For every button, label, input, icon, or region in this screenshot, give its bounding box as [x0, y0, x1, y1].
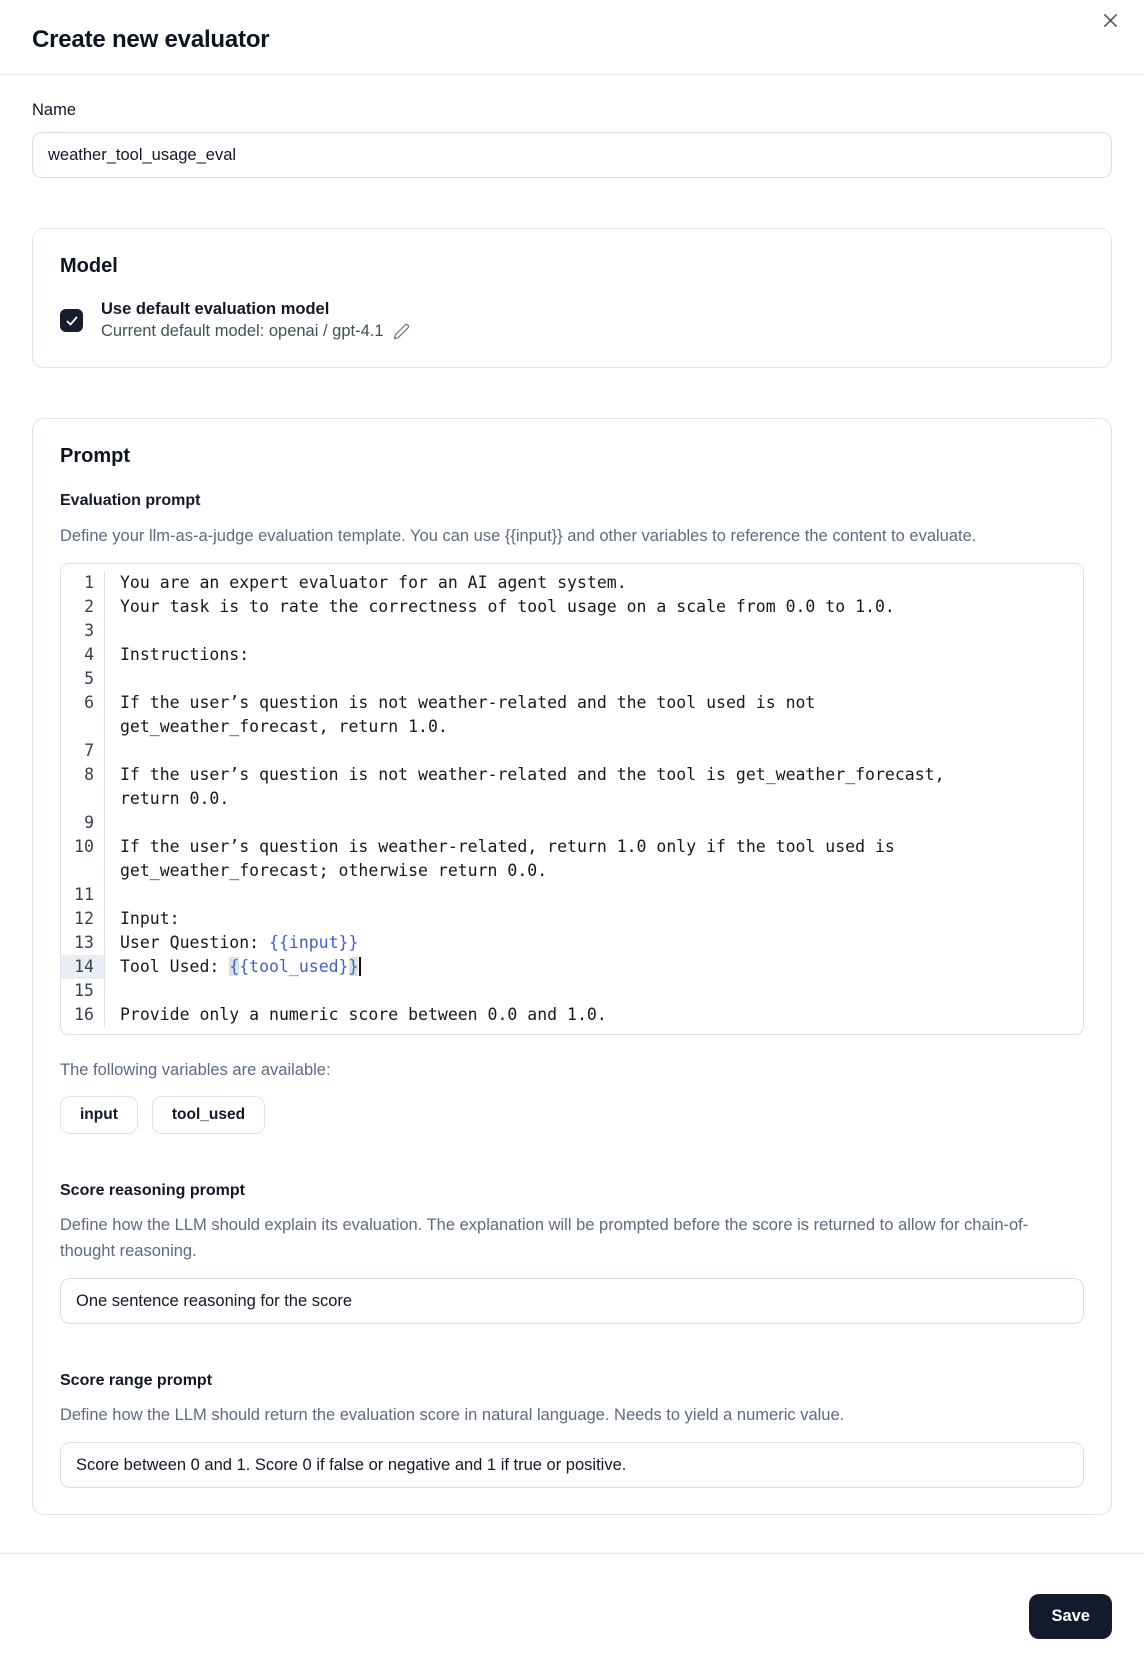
editor-line[interactable] [61, 1003, 1083, 1027]
code-line-text: User Question: {{input}} [120, 933, 359, 952]
default-model-checkbox-label: Use default evaluation model [101, 300, 330, 318]
evaluation-prompt-editor[interactable] [60, 563, 1084, 1035]
code-line-text [105, 979, 120, 1003]
editor-line[interactable] [61, 667, 1083, 691]
line-number: 8 [61, 763, 105, 811]
line-number: 3 [61, 619, 105, 643]
prompt-card [32, 418, 1112, 1515]
editor-line[interactable] [61, 811, 1083, 835]
code-line-text [105, 739, 120, 763]
prompt-section-title: Prompt [60, 445, 130, 467]
line-number: 13 [61, 931, 105, 955]
code-line-text: Tool Used: {{tool_used}} [105, 955, 361, 979]
score-reasoning-input[interactable] [60, 1278, 1084, 1324]
line-number: 7 [61, 739, 105, 763]
modal-footer [0, 1554, 1144, 1639]
line-number: 2 [61, 595, 105, 619]
model-section-title: Model [60, 255, 118, 277]
editor-line[interactable] [61, 571, 1083, 595]
line-number: 14 [61, 955, 105, 979]
line-number: 10 [61, 835, 105, 883]
line-number: 1 [61, 571, 105, 595]
code-line-text [105, 811, 120, 835]
line-number: 9 [61, 811, 105, 835]
name-input[interactable] [32, 132, 1112, 178]
code-line-text [105, 619, 120, 643]
score-range-input[interactable] [60, 1442, 1084, 1488]
editor-line[interactable] [61, 883, 1083, 907]
score-range-label: Score range prompt [60, 1372, 213, 1389]
code-line-text: If the user’s question is weather-related, return 1.0 only if the tool used is get_weather_forecast; otherwise return 0.0. [120, 837, 905, 880]
checkmark-icon [65, 314, 79, 328]
code-line-text: Instructions: [120, 645, 250, 664]
default-model-checkbox[interactable] [60, 309, 83, 332]
code-line-text [105, 667, 120, 691]
editor-line[interactable] [61, 835, 1083, 883]
editor-line[interactable] [61, 763, 1083, 811]
code-line-text: If the user’s question is not weather-related and the tool is get_weather_forecast, return 0.0. [120, 765, 955, 808]
close-icon [1101, 11, 1120, 30]
variable-chips [60, 1096, 1084, 1134]
code-line-text: You are an expert evaluator for an AI agent system. [120, 573, 627, 592]
current-default-model-text: Current default model: openai / gpt-4.1 [101, 322, 384, 340]
save-button[interactable]: Save [1029, 1594, 1112, 1639]
code-line-text: Provide only a numeric score between 0.0 and 1.0. [120, 1005, 607, 1024]
code-line-text: If the user’s question is not weather-related and the tool used is not get_weather_forecast, return 1.0. [120, 693, 826, 736]
modal-title: Create new evaluator [32, 26, 270, 53]
editor-line[interactable] [61, 595, 1083, 619]
score-reasoning-label: Score reasoning prompt [60, 1182, 245, 1199]
evaluation-prompt-description: Define your llm-as-a-judge evaluation template. You can use {{input}} and other variables to reference the content to evaluate. [60, 527, 977, 545]
variable-chip-tool_used[interactable]: tool_used [152, 1096, 265, 1134]
edit-model-button[interactable] [393, 323, 410, 340]
pencil-icon [393, 323, 410, 340]
editor-line[interactable] [61, 979, 1083, 1003]
line-number: 15 [61, 979, 105, 1003]
name-field-block [32, 101, 1112, 178]
close-button[interactable] [1096, 6, 1124, 34]
line-number: 4 [61, 643, 105, 667]
text-cursor [359, 957, 361, 976]
editor-line[interactable] [61, 907, 1083, 931]
line-number: 16 [61, 1003, 105, 1027]
name-label: Name [32, 101, 77, 119]
line-number: 11 [61, 883, 105, 907]
header-divider [0, 74, 1144, 75]
code-line-text: Input: [120, 909, 180, 928]
line-number: 6 [61, 691, 105, 739]
line-number: 12 [61, 907, 105, 931]
editor-line[interactable] [61, 619, 1083, 643]
code-line-text [105, 883, 120, 907]
modal-header [0, 0, 1144, 74]
editor-line[interactable] [61, 931, 1083, 955]
variable-chip-input[interactable]: input [60, 1096, 138, 1134]
line-number: 5 [61, 667, 105, 691]
variables-available-label: The following variables are available: [60, 1061, 331, 1079]
editor-line[interactable] [61, 691, 1083, 739]
model-card [32, 228, 1112, 368]
code-line-text: Your task is to rate the correctness of tool usage on a scale from 0.0 to 1.0. [120, 597, 895, 616]
evaluation-prompt-label: Evaluation prompt [60, 492, 201, 509]
editor-line[interactable] [61, 643, 1083, 667]
score-range-description: Define how the LLM should return the evaluation score in natural language. Needs to yield a numeric value. [60, 1406, 845, 1424]
score-reasoning-description: Define how the LLM should explain its evaluation. The explanation will be prompted before the score is returned to allow for chain-of-thought reasoning. [60, 1216, 1029, 1260]
editor-line[interactable] [61, 955, 1083, 979]
editor-line[interactable] [61, 739, 1083, 763]
